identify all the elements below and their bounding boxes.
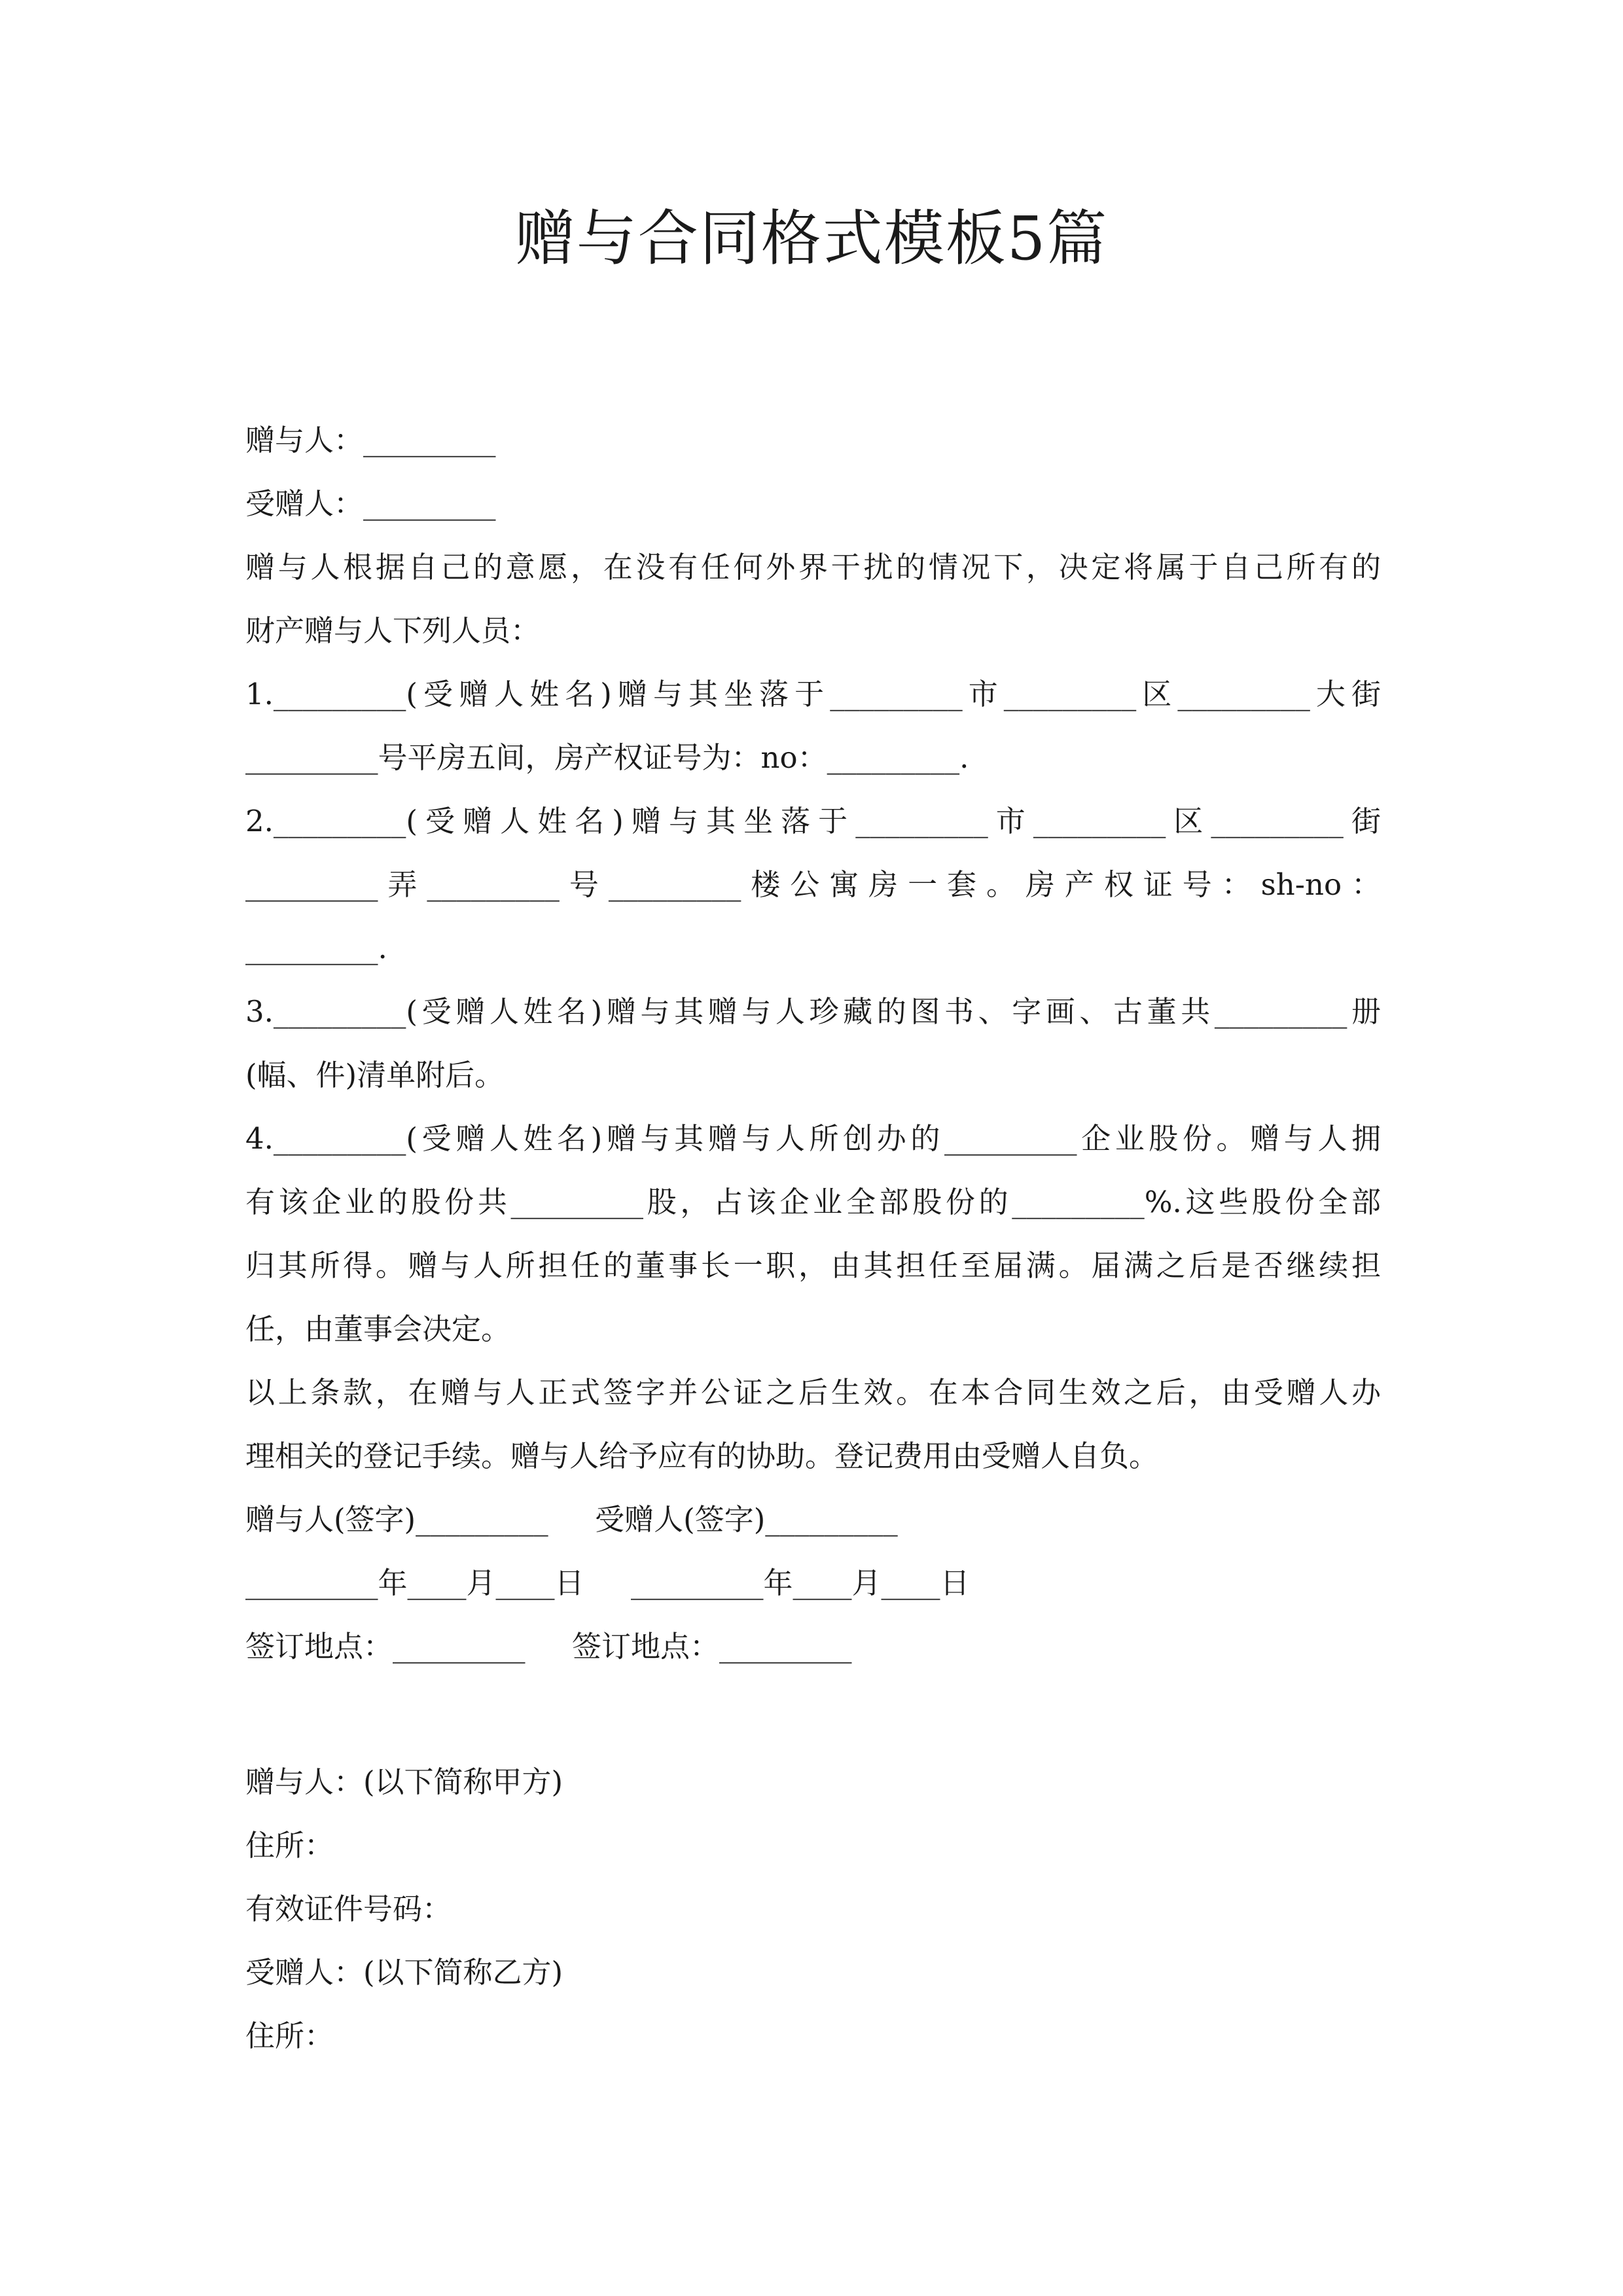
document-title: 赠与合同格式模板5篇 <box>514 204 1109 274</box>
date-line: _________年____月____日 _________年____月____日 <box>245 1566 970 1600</box>
signature-line: 赠与人(签字)_________ 受赠人(签字)_________ <box>245 1502 898 1537</box>
clause-3-line-2: (幅、件)清单附后。 <box>245 1058 505 1092</box>
intro-paragraph-line-2: 财产赠与人下列人员： <box>245 613 541 648</box>
effect-paragraph-line-1: 以上条款，在赠与人正式签字并公证之后生效。在本合同生效之后，由受赠人办 <box>245 1375 1381 1410</box>
clause-3-line-1: 3._________(受赠人姓名)赠与其赠与人珍藏的图书、字画、古董共_________册 <box>245 994 1381 1029</box>
clause-4-line-4: 任，由董事会决定。 <box>245 1312 511 1346</box>
clause-2-line-3: _________. <box>245 931 387 965</box>
party-b-line: 受赠人：(以下简称乙方) <box>245 1955 563 1990</box>
party-a-address-line: 住所： <box>245 1828 334 1863</box>
donee-line: 受赠人：_________ <box>245 486 496 521</box>
clause-1-line-1: 1._________(受赠人姓名)赠与其坐落于_________市_________区_________大街 <box>245 677 1381 711</box>
clause-4-line-1: 4._________(受赠人姓名)赠与其赠与人所创办的_________企业股份。赠与人拥 <box>245 1121 1381 1156</box>
party-a-line: 赠与人：(以下简称甲方) <box>245 1765 563 1799</box>
party-b-address-line: 住所： <box>245 2018 334 2053</box>
clause-2-line-1: 2._________(受赠人姓名)赠与其坐落于_________市_________区_________街 <box>245 804 1381 838</box>
clause-1-line-2: _________号平房五间，房产权证号为：no：_________. <box>245 740 969 775</box>
effect-paragraph-line-2: 理相关的登记手续。赠与人给予应有的协助。登记费用由受赠人自负。 <box>245 1439 1159 1473</box>
clause-2-line-2: _________弄_________号_________楼公寓房一套。房产权证号：sh-no： <box>245 867 1381 902</box>
party-a-id-line: 有效证件号码： <box>245 1892 452 1926</box>
clause-4-line-2: 有该企业的股份共_________股，占该企业全部股份的_________%.这些股份全部 <box>245 1185 1381 1219</box>
intro-paragraph-line-1: 赠与人根据自己的意愿，在没有任何外界干扰的情况下，决定将属于自己所有的 <box>245 550 1381 584</box>
signing-place-line: 签订地点：_________ 签订地点：_________ <box>245 1629 852 1664</box>
donor-line: 赠与人：_________ <box>245 423 496 457</box>
clause-4-line-3: 归其所得。赠与人所担任的董事长一职，由其担任至届满。届满之后是否继续担 <box>245 1248 1381 1283</box>
